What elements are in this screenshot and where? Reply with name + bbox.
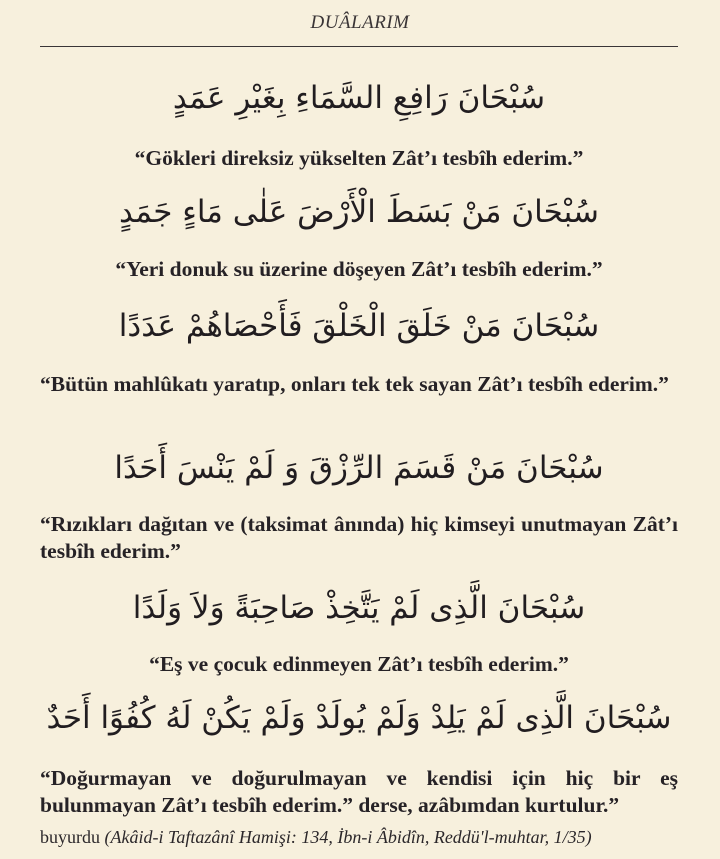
translation-6: “Doğurmayan ve doğurulmayan ve kendisi için hiç bir eş bulunmayan Zât’ı tesbîh ederim.” derse, azâbımdan kurtulur.” bbox=[40, 766, 678, 817]
translation-4: “Rızıkları dağıtan ve (taksimat ânında) hiç kimseyi unutmayan Zât’ı tesbîh ederim.” bbox=[40, 512, 678, 563]
arabic-verse-6: سُبْحَانَ الَّذِى لَمْ يَلِدْ وَلَمْ يُولَدْ وَلَمْ يَكُنْ لَهُ كُفُوًا أَحَدٌ bbox=[46, 700, 672, 736]
translation-1: “Gökleri direksiz yükselten Zât’ı tesbîh ederim.” bbox=[134, 146, 584, 170]
header-rule bbox=[40, 46, 678, 47]
translation-3: “Bütün mahlûkatı yaratıp, onları tek tek sayan Zât’ı tesbîh ederim.” bbox=[40, 372, 669, 396]
source-prefix: buyurdu bbox=[40, 827, 100, 847]
arabic-verse-1: سُبْحَانَ رَافِعِ السَّمَاءِ بِغَيْرِ عَمَدٍ bbox=[172, 80, 546, 116]
arabic-verse-4: سُبْحَانَ مَنْ قَسَمَ الرِّزْقَ وَ لَمْ يَنْسَ أَحَدًا bbox=[114, 450, 604, 486]
arabic-verse-2: سُبْحَانَ مَنْ بَسَطَ الْأَرْضَ عَلٰى مَاءٍ جَمَدٍ bbox=[119, 194, 599, 230]
running-header: DUÂLARIM bbox=[310, 12, 410, 33]
arabic-verse-3: سُبْحَانَ مَنْ خَلَقَ الْخَلْقَ فَأَحْصَاهُمْ عَدَدًا bbox=[118, 308, 600, 344]
translation-2: “Yeri donuk su üzerine döşeyen Zât’ı tesbîh ederim.” bbox=[115, 257, 603, 281]
arabic-verse-5: سُبْحَانَ الَّذِى لَمْ يَتَّخِذْ صَاحِبَةً وَلاَ وَلَدًا bbox=[132, 590, 586, 626]
translation-5: “Eş ve çocuk edinmeyen Zât’ı tesbîh ederim.” bbox=[149, 652, 569, 676]
source-reference bbox=[40, 826, 700, 848]
source-citation: (Akâid-i Taftazânî Hamişi: 134, İbn-i Âbidîn, Reddü'l-muhtar, 1/35) bbox=[104, 827, 592, 847]
